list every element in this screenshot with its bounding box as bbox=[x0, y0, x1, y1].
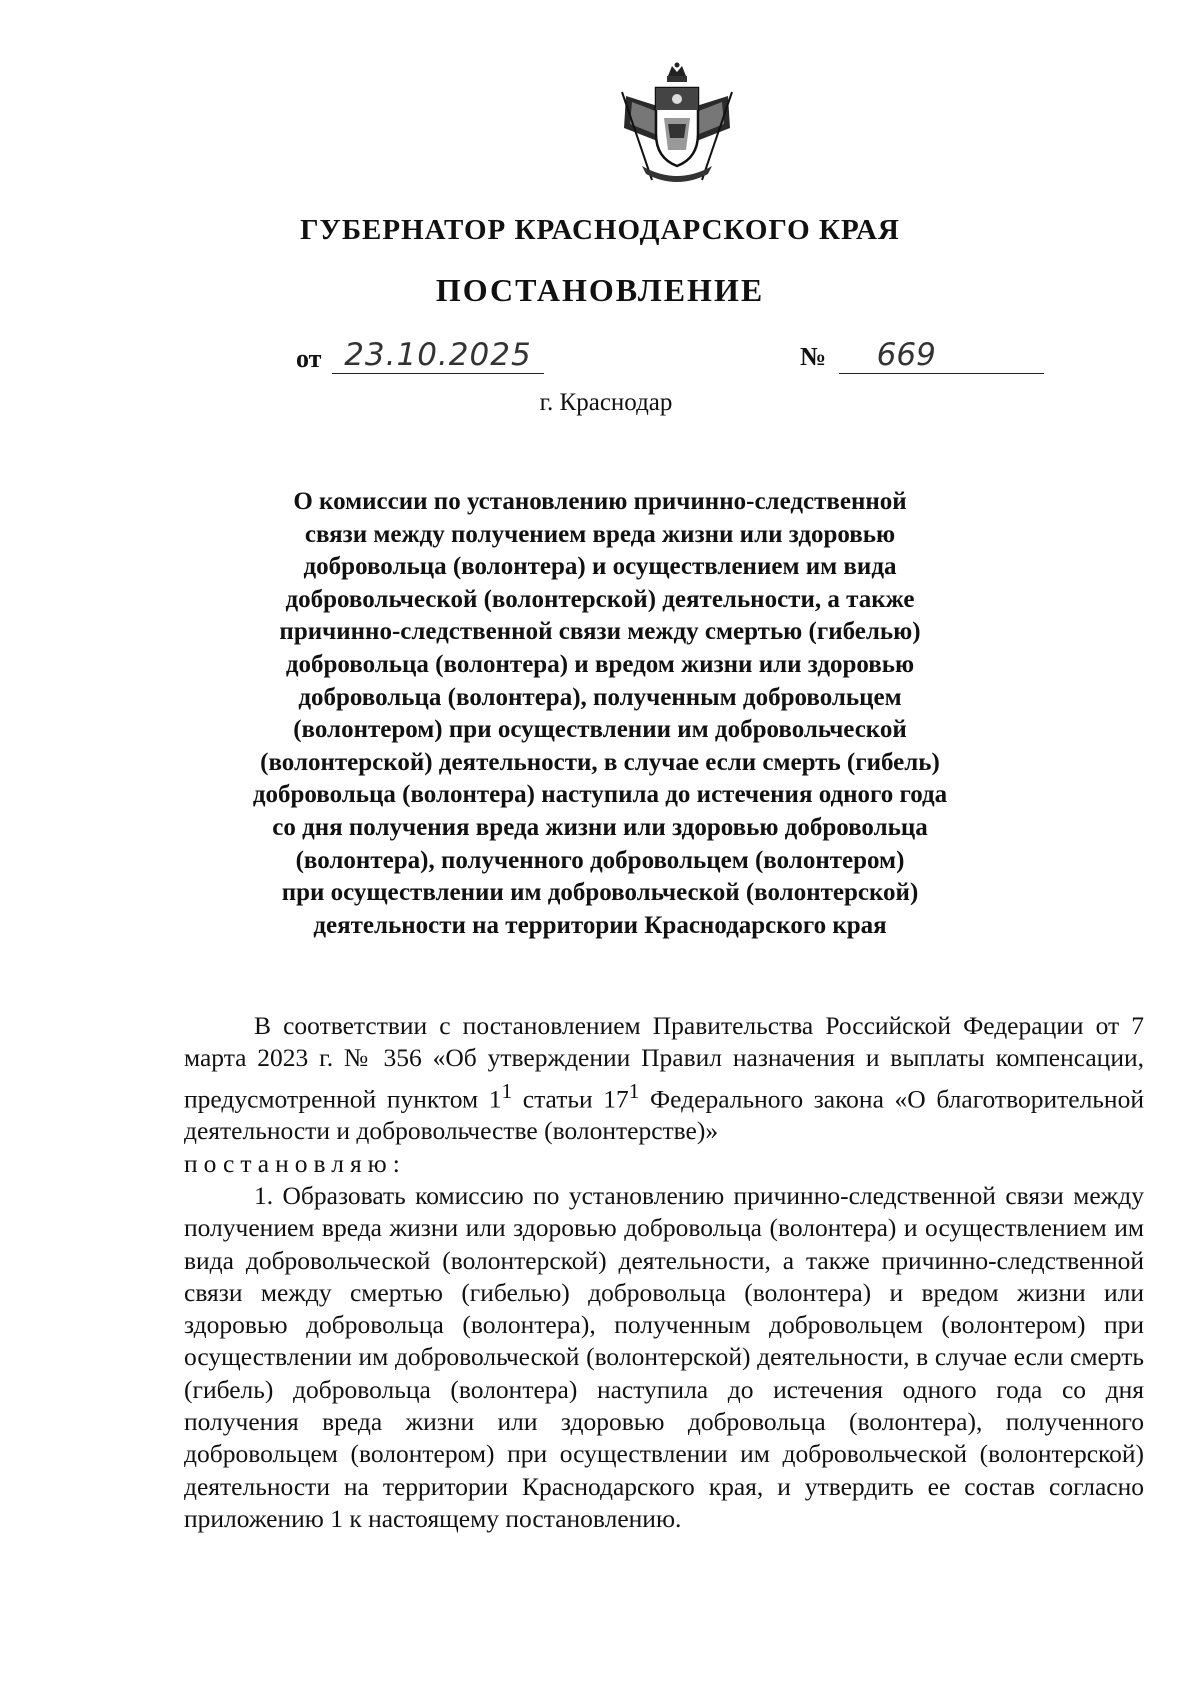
document-body bbox=[184, 1010, 1144, 1535]
item-text: Образовать комиссию по установлению причинно-следственной связи между получением вреда жизни или здоровью добровольца (волонтера) и осуществлением им вида добровольческой (волонтерской) деятельности, а также причинно-следственной связи между смертью (гибелью) добровольца (волонтера) и вредом жизни или здоровью добровольца (волонтера), полученным добровольцем (волонтером) при осуществлении им добровольческой (волонтерской) деятельности, в случае если смерть (гибель) добровольца (волонтера) наступила до истечения одного года со дня получения вреда жизни или здоровью добровольца (волонтера), полученного добровольцем (волонтером) при осуществлении им добровольческой (волонтерской) деятельности на территории Краснодарского края, и утвердить ее состав согласно приложению 1 к настоящему постановлению. bbox=[184, 1180, 1144, 1533]
title-line: О комиссии по установлению причинно-следственной bbox=[293, 488, 907, 515]
coat-of-arms-emblem bbox=[612, 62, 742, 190]
title-line: при осуществлении им добровольческой (волонтерской) bbox=[281, 879, 919, 907]
resolve-word: постановляю: bbox=[184, 1148, 406, 1178]
title-line: добровольца (волонтера), полученным добровольцем bbox=[298, 683, 902, 711]
document-number: 669 bbox=[839, 337, 1044, 374]
title-line: (волонтера), полученного добровольцем (волонтером) bbox=[295, 846, 905, 874]
title-line: (волонтерской) деятельности, в случае если смерть (гибель) bbox=[260, 748, 940, 776]
title-line: деятельности на территории Краснодарского края bbox=[313, 911, 887, 939]
preamble-text: статьи 17 bbox=[512, 1084, 629, 1114]
document-title bbox=[200, 486, 1000, 942]
title-line: (волонтером) при осуществлении им добровольческой bbox=[293, 716, 907, 744]
title-line: добровольческой (волонтерской) деятельности, а также bbox=[285, 585, 915, 613]
title-line: добровольца (волонтера) и осуществлением им вида bbox=[303, 553, 897, 581]
date-prefix: от bbox=[296, 344, 322, 373]
document-date: 23.10.2025 bbox=[332, 337, 544, 374]
preamble-text: В соответствии с постановлением Правительства Российской Федерации от 7 марта 2023 г. № 356 «Об утверждении Правил назначения и выплаты компенсации, предусмотренной пунктом 1 bbox=[184, 1011, 1144, 1114]
item-paragraph bbox=[184, 1180, 1144, 1535]
number-line bbox=[800, 337, 1044, 374]
superscript: 1 bbox=[628, 1078, 640, 1103]
issuing-authority: ГУБЕРНАТОР КРАСНОДАРСКОГО КРАЯ bbox=[300, 214, 900, 246]
title-line: связи между получением вреда жизни или здоровью bbox=[304, 520, 896, 548]
title-line: причинно-следственной связи между смертью (гибелью) bbox=[279, 618, 921, 646]
preamble-text: Федерального закона «О благотворительной деятельности и добровольчестве (волонтерстве)» bbox=[184, 1084, 1144, 1146]
issue-city: г. Краснодар bbox=[539, 389, 673, 416]
document-type: ПОСТАНОВЛЕНИЕ bbox=[435, 272, 765, 308]
preamble-paragraph bbox=[184, 1010, 1144, 1148]
item-number: 1. bbox=[254, 1180, 274, 1210]
title-line: добровольца (волонтера) и вредом жизни или здоровью bbox=[285, 650, 915, 678]
date-line bbox=[296, 337, 544, 374]
resolve-paragraph bbox=[184, 1148, 1144, 1180]
superscript: 1 bbox=[501, 1078, 513, 1103]
title-line: добровольца (волонтера) наступила до истечения одного года bbox=[252, 781, 948, 809]
title-line: со дня получения вреда жизни или здоровью добровольца bbox=[272, 813, 928, 841]
number-prefix: № bbox=[800, 342, 827, 371]
